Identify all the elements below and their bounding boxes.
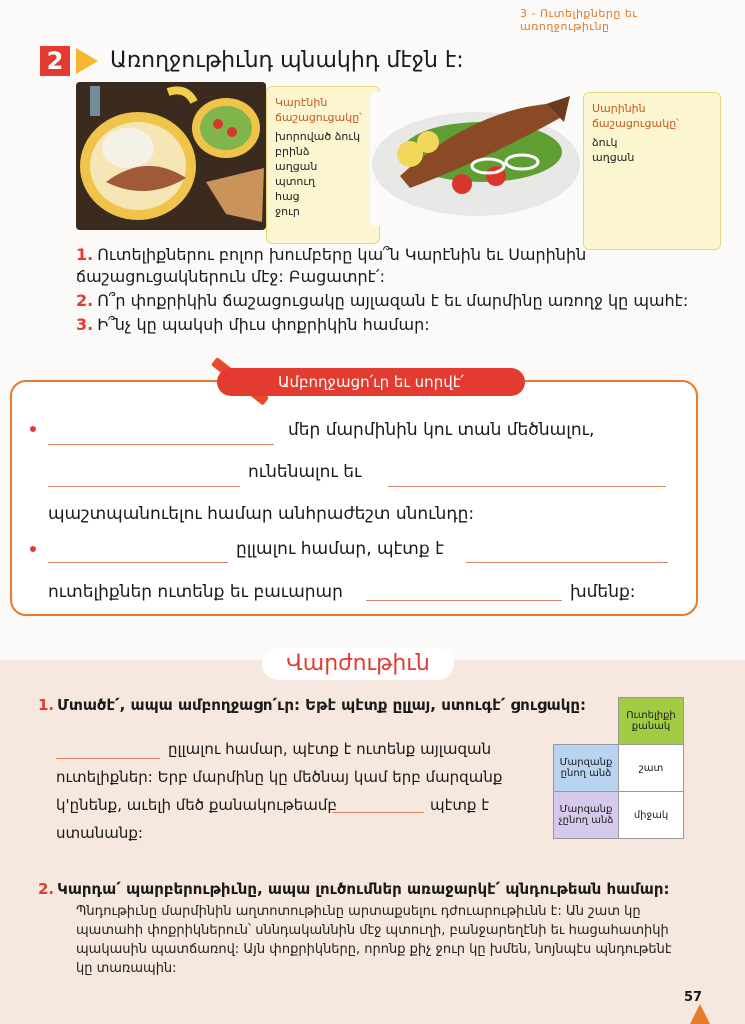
exercise-title: Վարժութիւն [262, 648, 454, 680]
task-2 [38, 880, 670, 898]
blank-line-6[interactable] [366, 600, 562, 601]
karen-menu-title: Կարէնին ճաշացուցակը՝ [275, 96, 362, 124]
table-header: Ուտելիքի քանակ [619, 698, 684, 745]
table-row-label: Մարզանք չընող անձ [554, 792, 619, 839]
bullet-icon [30, 546, 36, 552]
blank-line-4[interactable] [48, 562, 228, 563]
section-title: Առողջութիւնդ պնակիդ մէջն է: [110, 48, 464, 73]
fill-text-4: ըլլալու համար, պէտք է [236, 539, 444, 559]
table-cell: շատ [619, 745, 684, 792]
question-list [76, 244, 688, 338]
question-text: Ո՞ր փոքրիկին ճաշացուցակը այլազան է եւ մարմինը առողջ կը պահէ: [97, 291, 689, 310]
arrow-icon [76, 48, 98, 74]
fill-in-box [10, 380, 698, 616]
fill-text-1: մեր մարմինին կու տան մեծնալու, [288, 420, 595, 440]
menu-item: ջուր [275, 205, 300, 218]
question-number: 1. [76, 245, 94, 264]
menu-item: խորոված ձուկ [275, 130, 361, 143]
sarin-menu-box [583, 92, 721, 250]
section-number: 2 [40, 46, 70, 76]
task1-text-4: պէտք է [430, 796, 489, 814]
blank-line-2[interactable] [48, 486, 240, 487]
question-number: 3. [76, 315, 94, 334]
bullet-icon [30, 426, 36, 432]
task-number: 1. [38, 696, 55, 714]
fill-text-3: պաշտպանուելու համար անհրաժեշտ սնունդը: [48, 504, 475, 524]
food-quantity-table [553, 697, 684, 839]
menu-item: պտուղ [275, 175, 316, 188]
menu-item: հաց [275, 190, 300, 203]
task-number: 2. [38, 880, 55, 898]
sarin-menu-title: Սարինին ճաշացուցակը՝ [592, 102, 679, 130]
task-1 [38, 696, 586, 714]
question-item [76, 290, 688, 312]
task1-text-5: ստանանք: [56, 824, 143, 842]
meal-photo-karen [76, 82, 266, 230]
fill-text-5: ուտելիքներ ուտենք եւ բաւարար [48, 582, 343, 602]
task-text: Մտածէ՛, ապա ամբողջացո՛ւր: Եթէ պէտք ըլլայ, ստուգէ՛ ցուցակը: [57, 696, 586, 714]
meal-photo-sarin [370, 92, 584, 226]
running-header: 3 - Ուտելիքները եւ առողջութիւնը [520, 7, 638, 33]
task1-text-1: ըլլալու համար, պէտք է ուտենք այլազան [168, 740, 492, 758]
question-text: Ուտելիքներու բոլոր խումբերը կա՞ն Կարէնին եւ Սարինին ճաշացուցակներուն մէջ: Բացատրէ՛: [76, 245, 587, 286]
task1-text-3: կ'ընենք, աւելի մեծ քանակութեամբ [56, 796, 337, 814]
blank-line-8[interactable] [332, 812, 424, 813]
task2-paragraph: Պնդութիւնը մարմինին աղտոտութիւնը արտաքսելու դժուարութիւնն է: Ան շատ կը պատահի փոքրիկներուն՝ սննդականնին մէջ պտուղի, բանջարեղէնի եւ հացահատիկի պակասին պատճառով: Այն փոքրիկները, որոնք քիչ ջուր կը խմեն, նոյնպէս պնդութենէ կը տառապին: [76, 904, 672, 976]
fill-text-6: խմենք: [570, 582, 636, 602]
menu-item: ձուկ [592, 136, 618, 149]
question-item [76, 244, 606, 288]
task-text: Կարդա՛ պարբերութիւնը, ապա լուծումներ առաջարկէ՛ պնդութեան համար: [57, 880, 670, 898]
question-item [76, 314, 688, 336]
page-number: 57 [684, 990, 703, 1005]
menu-item: աղցան [592, 151, 635, 164]
corner-tab-icon [690, 1004, 710, 1024]
question-number: 2. [76, 291, 94, 310]
karen-menu-box [266, 86, 380, 244]
blank-line-1[interactable] [48, 444, 274, 445]
table-corner [554, 698, 619, 745]
table-cell: միջակ [619, 792, 684, 839]
fill-text-2: ունենալու եւ [248, 462, 362, 482]
fill-in-heading: Ամբողջացո՛ւր եւ սորվէ՛ [217, 368, 525, 396]
task1-text-2: ուտելիքներ: Երբ մարմինը կը մեծնայ կամ երբ մարզանք [56, 768, 503, 786]
blank-line-5[interactable] [466, 562, 668, 563]
blank-line-7[interactable] [56, 758, 160, 759]
blank-line-3[interactable] [388, 486, 666, 487]
table-row-label: Մարզանք ընող անձ [554, 745, 619, 792]
menu-item: աղցան [275, 160, 318, 173]
question-text: Ի՞նչ կը պակսի միւս փոքրիկին համար: [97, 315, 430, 334]
menu-item: բրինձ [275, 145, 310, 158]
